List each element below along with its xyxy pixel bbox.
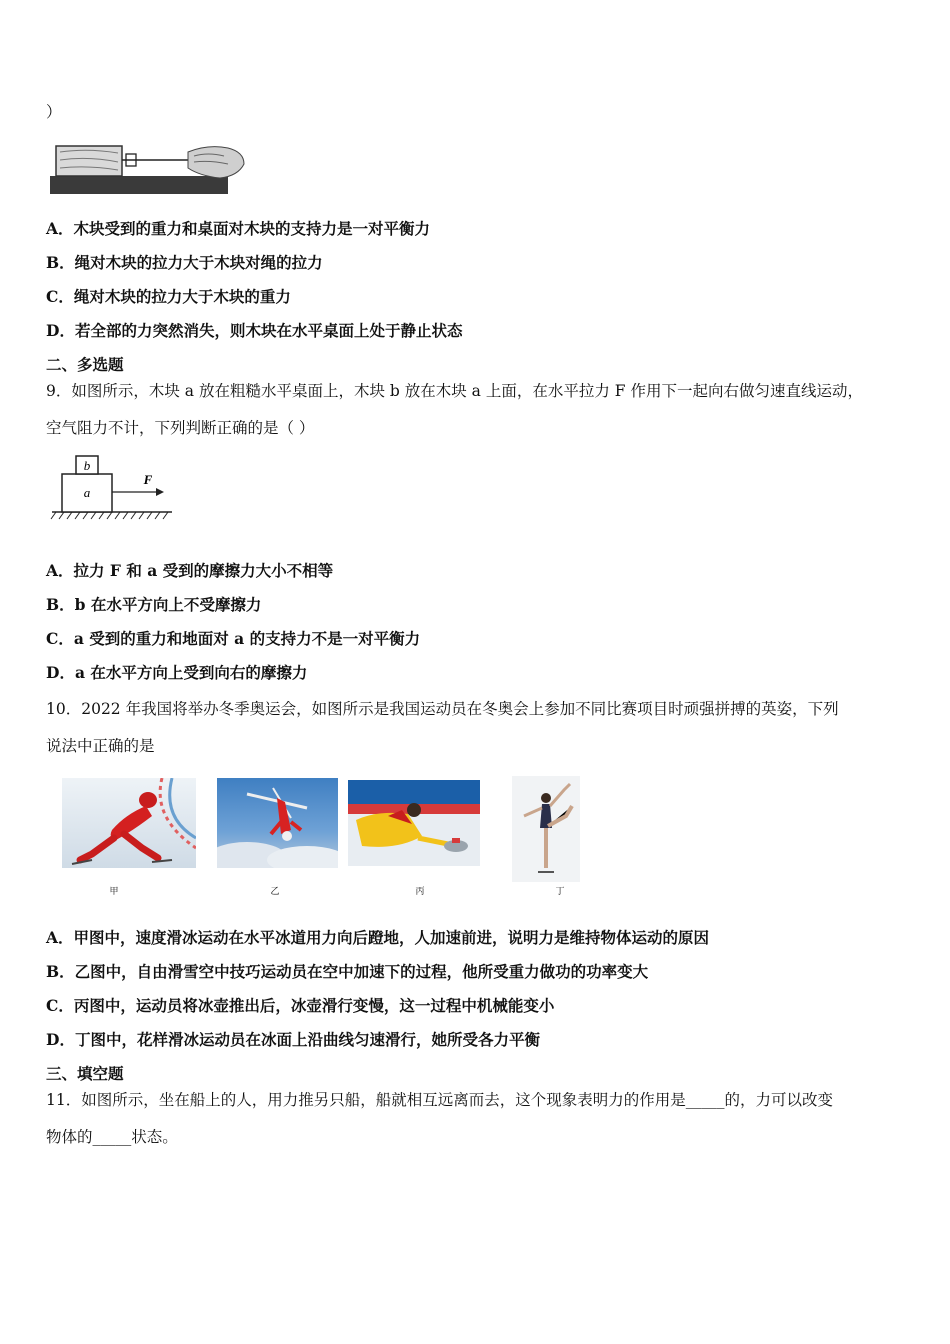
section-heading-fill-blank: 三、填空题 [46, 1064, 124, 1083]
q9-label-F: F [143, 472, 153, 487]
q9-figure-blocks [50, 452, 175, 524]
q8-figure-block-pull [48, 138, 248, 198]
q10-photo-aerial-skiing [217, 778, 338, 868]
q9-option-b: B．b 在水平方向上不受摩擦力 [46, 595, 262, 614]
q9-stem-line2: 空气阻力不计，下列判断正确的是（ ） [46, 419, 315, 437]
q10-option-b: B．乙图中，自由滑雪空中技巧运动员在空中加速下的过程，他所受重力做功的功率变大 [46, 962, 649, 981]
q9-option-c: C．a 受到的重力和地面对 a 的支持力不是一对平衡力 [46, 629, 421, 648]
q8-option-a: A．木块受到的重力和桌面对木块的支持力是一对平衡力 [46, 219, 431, 238]
q9-stem-line1: 9．如图所示，木块 a 放在粗糙水平桌面上，木块 b 放在木块 a 上面，在水平拉力 F 作用下一起向右做匀速直线运动， [46, 382, 863, 400]
q8-option-b: B．绳对木块的拉力大于木块对绳的拉力 [46, 253, 323, 272]
q10-option-d: D．丁图中，花样滑冰运动员在冰面上沿曲线匀速滑行，她所受各力平衡 [46, 1030, 540, 1049]
q9-option-d: D．a 在水平方向上受到向右的摩擦力 [46, 663, 308, 682]
section-heading-multiple-choice: 二、多选题 [46, 355, 124, 374]
q10-option-a: A．甲图中，速度滑冰运动在水平冰道用力向后蹬地，人加速前进，说明力是维持物体运动的原因 [46, 928, 710, 947]
q9-option-a: A．拉力 F 和 a 受到的摩擦力大小不相等 [46, 561, 334, 580]
q10-stem-line2: 说法中正确的是 [46, 737, 155, 755]
q10-stem-line1: 10．2022 年我国将举办冬季奥运会，如图所示是我国运动员在冬奥会上参加不同比赛项目时顽强拼搏的英姿，下列 [46, 700, 839, 718]
q11-stem-line1: 11．如图所示，坐在船上的人，用力推另只船，船就相互远离而去，这个现象表明力的作用是_____的，力可以改变 [46, 1091, 833, 1109]
q9-label-b: b [83, 458, 91, 473]
q9-label-a: a [83, 485, 91, 500]
q10-option-c: C．丙图中，运动员将冰壶推出后，冰壶滑行变慢，这一过程中机械能变小 [46, 996, 555, 1015]
q10-photo-speed-skating [62, 778, 196, 868]
q10-caption-bing: 丙 [415, 887, 425, 897]
q10-photo-figure-skating [512, 776, 580, 882]
q8-option-d: D．若全部的力突然消失，则木块在水平桌面上处于静止状态 [46, 321, 463, 340]
q10-caption-ding: 丁 [555, 887, 565, 897]
q11-stem-line2: 物体的_____状态。 [46, 1128, 178, 1146]
q8-option-c: C．绳对木块的拉力大于木块的重力 [46, 287, 291, 306]
q10-caption-yi: 乙 [270, 887, 280, 897]
q10-photo-curling [348, 780, 480, 866]
q8-tail: ） [46, 103, 62, 121]
q10-caption-jia: 甲 [109, 887, 119, 897]
